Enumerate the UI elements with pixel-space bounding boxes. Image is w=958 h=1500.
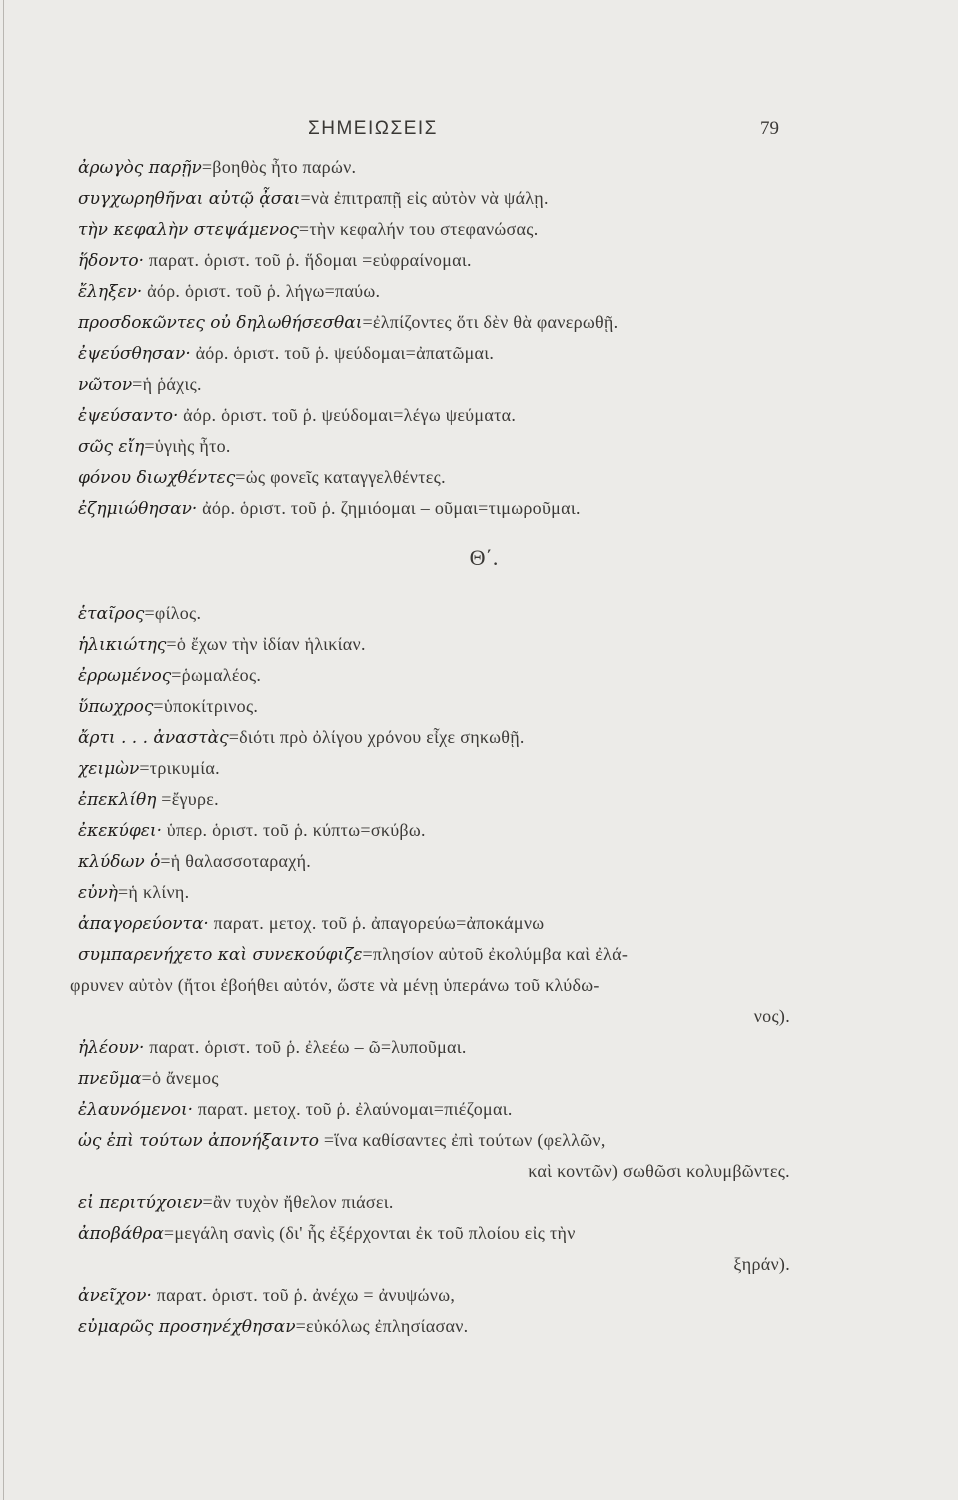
note-line xyxy=(78,307,790,338)
note-continuation-line xyxy=(78,1001,790,1032)
note-line xyxy=(78,338,790,369)
page-number: 79 xyxy=(760,118,779,139)
gloss: =ἡ ῥάχις. xyxy=(132,374,202,394)
lemma: προσδοκῶντες οὐ δηλωθήσεσθαι xyxy=(78,313,363,333)
section-number: Θ΄. xyxy=(469,545,499,570)
gloss: ἀόρ. ὁριστ. τοῦ ῥ. λήγω=παύω. xyxy=(142,281,381,301)
lemma: ἠλέουν· xyxy=(78,1038,145,1058)
gloss: =ὑγιὴς ἦτο. xyxy=(144,436,231,456)
note-line xyxy=(78,1125,790,1156)
note-line xyxy=(78,784,790,815)
note-continuation-line xyxy=(78,1249,790,1280)
note-line xyxy=(78,431,790,462)
gloss: =φίλος. xyxy=(144,603,202,623)
lemma: εὐμαρῶς προσηνέχθησαν xyxy=(78,1317,296,1337)
running-head: ΣΗΜΕΙΩΣΕΙΣ xyxy=(308,118,438,139)
note-line xyxy=(78,152,790,183)
note-line xyxy=(78,276,790,307)
gloss: =τὴν κεφαλήν του στεφανώσας. xyxy=(298,219,539,239)
gloss: =νὰ ἐπιτραπῇ εἰς αὐτὸν νὰ ψάλῃ. xyxy=(300,188,549,208)
gloss: =ὡς φονεῖς καταγγελθέντες. xyxy=(235,467,446,487)
gloss: ξηράν). xyxy=(733,1254,790,1274)
note-continuation-line xyxy=(70,970,790,1001)
gloss: ὑπερ. ὁριστ. τοῦ ῥ. κύπτω=σκύβω. xyxy=(161,820,426,840)
lemma: συμπαρενήχετο καὶ συνεκούφιζε xyxy=(78,945,363,965)
section-mark xyxy=(0,545,958,585)
gloss: =ἐλπίζοντες ὅτι δὲν θὰ φανερωθῇ. xyxy=(362,312,619,332)
note-line xyxy=(78,369,790,400)
lemma: ἐρρωμένος xyxy=(78,666,172,686)
gloss: =εὐκόλως ἐπλησίασαν. xyxy=(295,1316,469,1336)
lemma: ἑταῖρος xyxy=(78,604,145,624)
notes-block-1 xyxy=(78,152,790,524)
note-line xyxy=(78,400,790,431)
note-line xyxy=(78,722,790,753)
lemma: φόνου διωχθέντες xyxy=(78,468,236,488)
lemma: εὐνὴ xyxy=(78,883,118,903)
gloss: =ἡ θαλασσοταραχή. xyxy=(160,851,312,871)
note-line xyxy=(78,908,790,939)
note-line xyxy=(78,691,790,722)
lemma: ἐλαυνόμενοι· xyxy=(78,1100,194,1120)
lemma: εἰ περιτύχοιεν xyxy=(78,1193,203,1213)
lemma: κλύδων ὁ xyxy=(78,852,161,872)
lemma: ἐκεκύφει· xyxy=(78,821,162,841)
gloss: =ὁ ἔχων τὴν ἰδίαν ἡλικίαν. xyxy=(166,634,366,654)
note-line xyxy=(78,245,790,276)
lemma: ἡλικιώτης xyxy=(78,635,167,655)
gloss: =μεγάλη σανὶς (δι' ἧς ἐξέρχονται ἐκ τοῦ πλοίου εἰς τὴν xyxy=(163,1223,576,1243)
lemma: χειμὼν xyxy=(78,759,140,779)
lemma: ἀρωγὸς παρῇν xyxy=(78,158,202,178)
note-line xyxy=(78,493,790,524)
note-line xyxy=(78,660,790,691)
gloss: =ἵνα καθίσαντες ἐπὶ τούτων (φελλῶν, xyxy=(319,1130,606,1150)
note-line xyxy=(78,939,790,970)
lemma: ἥδοντο· xyxy=(78,251,145,271)
note-line xyxy=(78,1187,790,1218)
page-edge-line xyxy=(3,0,4,1500)
note-line xyxy=(78,214,790,245)
page-header xyxy=(0,118,958,146)
lemma: τὴν κεφαλὴν στεψάμενος xyxy=(78,220,299,240)
lemma: ἀποβάθρα xyxy=(78,1224,164,1244)
lemma: ἐψεύσαντο· xyxy=(78,406,179,426)
gloss: =ἂν τυχὸν ἤθελον πιάσει. xyxy=(202,1192,394,1212)
gloss: =βοηθὸς ἦτο παρών. xyxy=(201,157,357,177)
lemma: ἐζημιώθησαν· xyxy=(78,499,198,519)
gloss: =ἡ κλίνη. xyxy=(117,882,190,902)
note-line xyxy=(78,1311,790,1342)
note-line xyxy=(78,598,790,629)
gloss: =πλησίον αὐτοῦ ἐκολύμβα καὶ ἐλά- xyxy=(362,944,629,964)
lemma: σῶς εἴη xyxy=(78,437,145,457)
gloss: =ὑποκίτρινος. xyxy=(153,696,259,716)
note-line xyxy=(78,815,790,846)
note-line xyxy=(78,753,790,784)
gloss: =ῥωμαλέος. xyxy=(171,665,262,685)
lemma: πνεῦμα xyxy=(78,1069,142,1089)
gloss: =ὁ ἄνεμος xyxy=(141,1068,219,1088)
gloss: ἀόρ. ὁριστ. τοῦ ῥ. ψεύδομαι=ἀπατῶμαι. xyxy=(190,343,495,363)
notes-block-2 xyxy=(70,598,790,1342)
gloss: ἀόρ. ὁριστ. τοῦ ῥ. ζημιόομαι – οῦμαι=τιμωροῦμαι. xyxy=(197,498,581,518)
gloss: =ἔγυρε. xyxy=(156,789,219,809)
note-line xyxy=(78,877,790,908)
gloss: παρατ. ὁριστ. τοῦ ῥ. ἥδομαι =εὐφραίνομαι. xyxy=(144,250,472,270)
gloss: φρυνεν αὐτὸν (ἤτοι ἐβοήθει αὐτόν, ὥστε νὰ μένῃ ὑπεράνω τοῦ κλύδω- xyxy=(70,975,600,995)
gloss: παρατ. ὁριστ. τοῦ ῥ. ἐλεέω – ῶ=λυποῦμαι. xyxy=(144,1037,467,1057)
note-line xyxy=(78,1063,790,1094)
lemma: ἄρτι . . . ἀναστὰς xyxy=(78,728,229,748)
gloss: καὶ κοντῶν) σωθῶσι κολυμβῶντες. xyxy=(528,1161,790,1181)
lemma: ὡς ἐπὶ τούτων ἀπονήξαιντο xyxy=(78,1131,320,1151)
note-continuation-line xyxy=(78,1156,790,1187)
gloss: =τρικυμία. xyxy=(139,758,220,778)
gloss: =διότι πρὸ ὀλίγου χρόνου εἶχε σηκωθῇ. xyxy=(228,727,525,747)
lemma: ἔληξεν· xyxy=(78,282,143,302)
lemma: ὕπωχρος xyxy=(78,697,154,717)
lemma: νῶτον xyxy=(78,375,133,395)
lemma: ἐπεκλίθη xyxy=(78,790,157,810)
note-line xyxy=(78,1280,790,1311)
lemma: ἐψεύσθησαν· xyxy=(78,344,191,364)
gloss: παρατ. ὁριστ. τοῦ ῥ. ἀνέχω = ἀνυψώνω, xyxy=(151,1285,456,1305)
gloss: παρατ. μετοχ. τοῦ ῥ. ἐλαύνομαι=πιέζομαι. xyxy=(193,1099,513,1119)
note-line xyxy=(78,1032,790,1063)
note-line xyxy=(78,462,790,493)
lemma: ἀνεῖχον· xyxy=(78,1286,152,1306)
note-line xyxy=(78,1218,790,1249)
gloss: παρατ. μετοχ. τοῦ ῥ. ἀπαγορεύω=ἀποκάμνω xyxy=(208,913,545,933)
note-line xyxy=(78,629,790,660)
lemma: ἀπαγορεύοντα· xyxy=(78,914,209,934)
gloss: νος). xyxy=(753,1006,790,1026)
note-line xyxy=(78,1094,790,1125)
gloss: ἀόρ. ὁριστ. τοῦ ῥ. ψεύδομαι=λέγω ψεύματα. xyxy=(178,405,517,425)
note-line xyxy=(78,183,790,214)
note-line xyxy=(78,846,790,877)
lemma: συγχωρηθῆναι αὐτῷ ᾆσαι xyxy=(78,189,301,209)
